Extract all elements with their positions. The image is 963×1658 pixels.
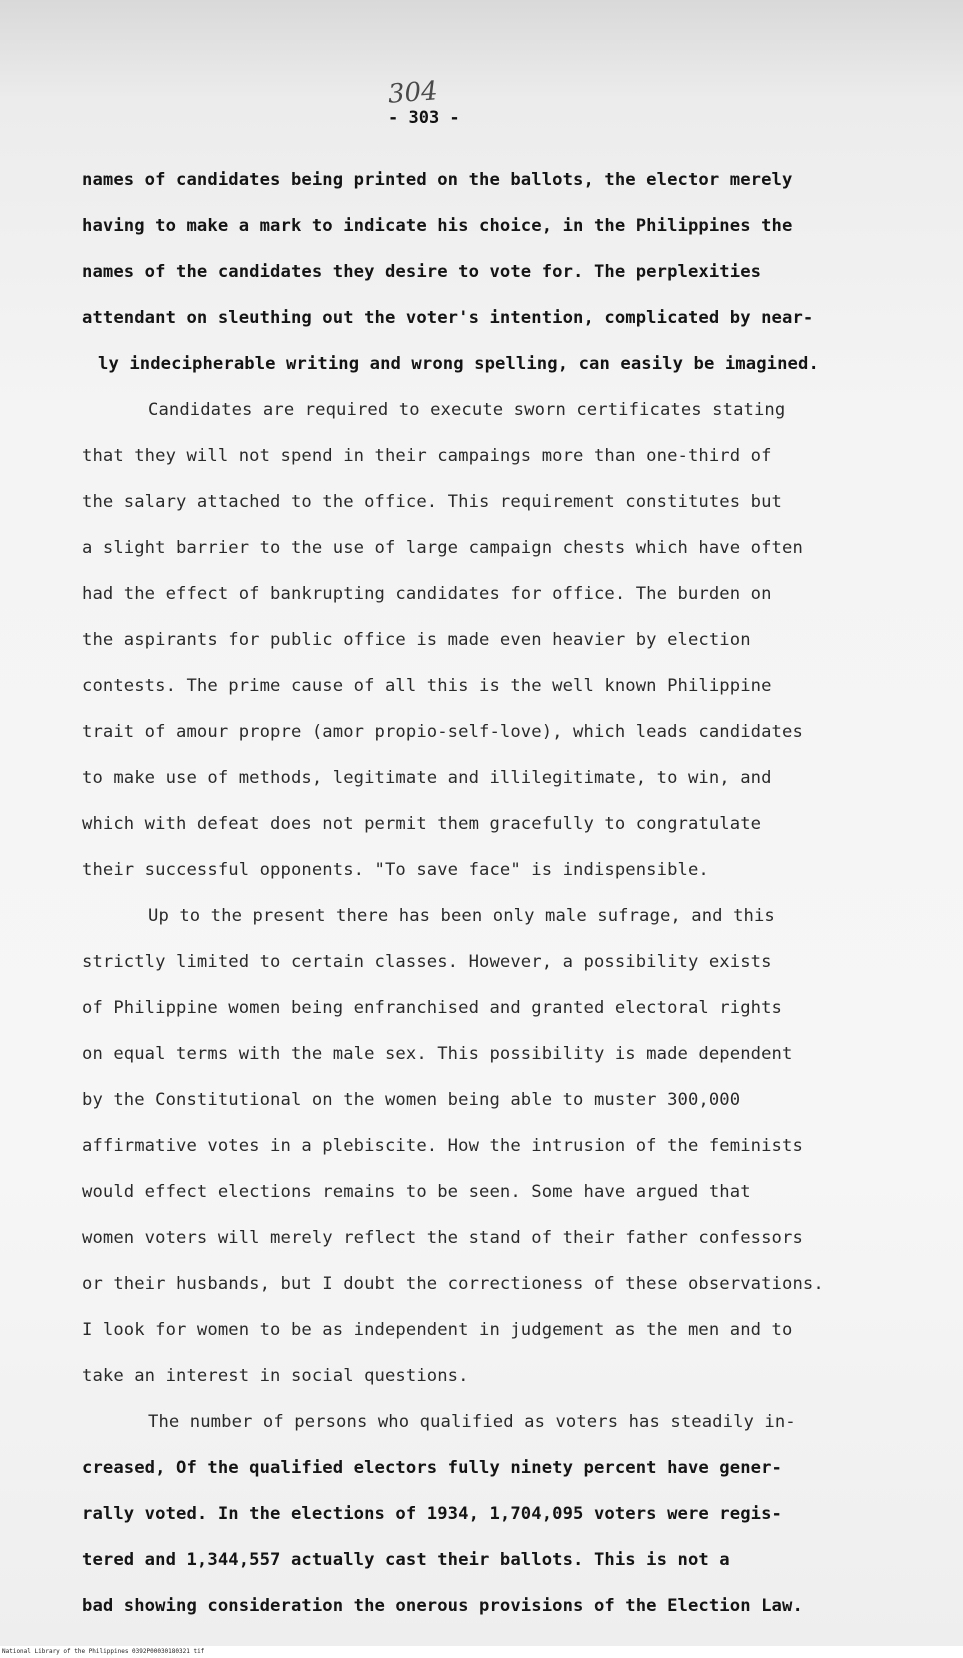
text-line: would effect elections remains to be seen. Some have argued that	[82, 1182, 751, 1202]
text-line: creased, Of the qualified electors fully ninety percent have gener-	[82, 1458, 782, 1478]
text-line: contests. The prime cause of all this is the well known Philippine	[82, 676, 772, 696]
text-line: that they will not spend in their campaings more than one-third of	[82, 446, 772, 466]
text-line: names of the candidates they desire to vote for. The perplexities	[82, 262, 762, 282]
text-line: a slight barrier to the use of large campaign chests which have often	[82, 538, 803, 558]
text-line: I look for women to be as independent in judgement as the men and to	[82, 1320, 793, 1340]
text-line: of Philippine women being enfranchised and granted electoral rights	[82, 998, 782, 1018]
text-line: had the effect of bankrupting candidates for office. The burden on	[82, 584, 772, 604]
text-line: having to make a mark to indicate his choice, in the Philippines the	[82, 216, 793, 236]
text-line: their successful opponents. "To save face" is indispensible.	[82, 860, 709, 880]
text-line: strictly limited to certain classes. However, a possibility exists	[82, 952, 772, 972]
text-line: rally voted. In the elections of 1934, 1,704,095 voters were regis-	[82, 1504, 782, 1524]
text-line: names of candidates being printed on the ballots, the elector merely	[82, 170, 793, 190]
text-line: or their husbands, but I doubt the correctioness of these observations.	[82, 1274, 824, 1294]
text-line: women voters will merely reflect the stand of their father confessors	[82, 1228, 803, 1248]
text-line: attendant on sleuthing out the voter's intention, complicated by near-	[82, 308, 814, 328]
text-line: The number of persons who qualified as voters has steadily in-	[148, 1412, 796, 1432]
text-line: Up to the present there has been only male sufrage, and this	[148, 906, 775, 926]
text-line: which with defeat does not permit them gracefully to congratulate	[82, 814, 762, 834]
text-line: the salary attached to the office. This requirement constitutes but	[82, 492, 782, 512]
text-line: by the Constitutional on the women being able to muster 300,000	[82, 1090, 741, 1110]
text-line: trait of amour propre (amor propio-self-love), which leads candidates	[82, 722, 803, 742]
text-line: to make use of methods, legitimate and illilegitimate, to win, and	[82, 768, 772, 788]
text-line: ly indecipherable writing and wrong spelling, can easily be imagined.	[98, 354, 819, 374]
handwritten-page-number: 304	[387, 76, 439, 110]
text-line: tered and 1,344,557 actually cast their ballots. This is not a	[82, 1550, 730, 1570]
text-line: affirmative votes in a plebiscite. How the intrusion of the feminists	[82, 1136, 803, 1156]
text-line: take an interest in social questions.	[82, 1366, 469, 1386]
typed-page-number: - 303 -	[388, 108, 460, 128]
text-line: on equal terms with the male sex. This possibility is made dependent	[82, 1044, 793, 1064]
text-line: the aspirants for public office is made even heavier by election	[82, 630, 751, 650]
text-line: Candidates are required to execute sworn certificates stating	[148, 400, 786, 420]
scan-footer: National Library of the Philippines 0392P00030180321 tif	[0, 1646, 963, 1658]
text-line: bad showing consideration the onerous provisions of the Election Law.	[82, 1596, 803, 1616]
